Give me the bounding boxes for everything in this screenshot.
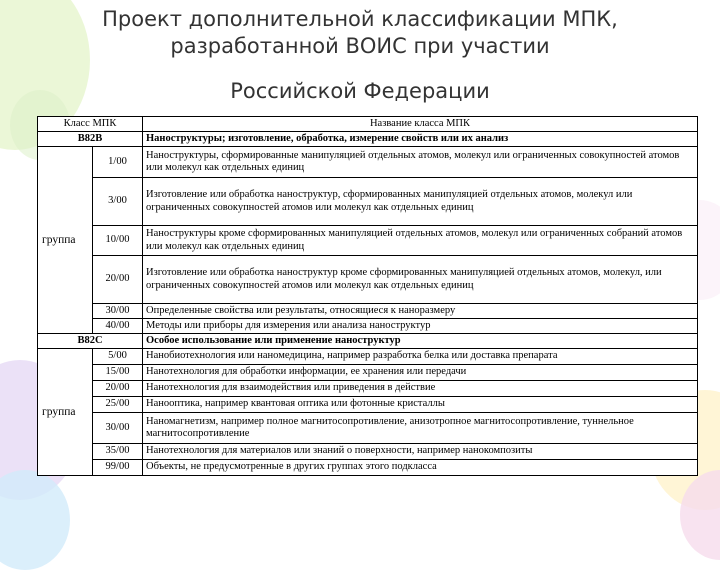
class-title-b82b: Наноструктуры; изготовление, обработка, измерение свойств или их анализ <box>143 132 698 147</box>
group-code: 25/00 <box>93 397 143 413</box>
group-description: Методы или приборы для измерения или анализа наноструктур <box>143 319 698 334</box>
section-row-b82c <box>38 334 698 349</box>
table-row <box>38 226 698 256</box>
group-label-b82b: группа <box>38 147 93 334</box>
table-row <box>38 147 698 178</box>
group-label-b82c: группа <box>38 349 93 476</box>
group-description: Объекты, не предусмотренные в других группах этого подкласса <box>143 460 698 476</box>
title-line-1: Проект дополнительной классификации МПК, <box>102 7 618 31</box>
group-description: Наномагнетизм, например полное магнитосопротивление, анизотропное магнитосопротивление, туннельное магнитосопротивление <box>143 413 698 444</box>
group-description: Нанотехнология для материалов или знаний о поверхности, например нанокомпозиты <box>143 444 698 460</box>
ipc-classification-table <box>37 116 698 476</box>
group-description: Наноструктуры, сформированные манипуляцией отдельных атомов, молекул или ограниченных совокупностей атомов или молекул как отдельных единиц <box>143 147 698 178</box>
title-line-2: разработанной ВОИС при участии <box>170 34 550 58</box>
table-row <box>38 365 698 381</box>
header-class: Класс МПК <box>38 117 143 132</box>
group-code: 10/00 <box>93 226 143 256</box>
group-code: 35/00 <box>93 444 143 460</box>
group-description: Нанобиотехнология или наномедицина, например разработка белка или доставка препарата <box>143 349 698 365</box>
group-description: Определенные свойства или результаты, относящиеся к наноразмеру <box>143 304 698 319</box>
group-code: 30/00 <box>93 413 143 444</box>
group-code: 30/00 <box>93 304 143 319</box>
group-description: Нанотехнология для взаимодействия или приведения в действие <box>143 381 698 397</box>
class-code-b82c: B82C <box>38 334 143 349</box>
group-code: 15/00 <box>93 365 143 381</box>
table-row <box>38 304 698 319</box>
table-row <box>38 178 698 226</box>
table-row <box>38 319 698 334</box>
table-row <box>38 381 698 397</box>
group-code: 1/00 <box>93 147 143 178</box>
table-row <box>38 397 698 413</box>
header-name: Название класса МПК <box>143 117 698 132</box>
class-title-b82c: Особое использование или применение наноструктур <box>143 334 698 349</box>
group-code: 40/00 <box>93 319 143 334</box>
section-row-b82b <box>38 132 698 147</box>
group-description: Наноструктуры кроме сформированных манипуляцией отдельных атомов, молекул или ограниченных собраний атомов или молекул как отдельных единиц <box>143 226 698 256</box>
title-line-3: Российской Федерации <box>230 79 490 103</box>
group-code: 20/00 <box>93 256 143 304</box>
group-description: Нанотехнология для обработки информации, ее хранения или передачи <box>143 365 698 381</box>
table-row <box>38 460 698 476</box>
decor-bubble <box>0 470 70 570</box>
class-code-b82b: B82B <box>38 132 143 147</box>
group-code: 3/00 <box>93 178 143 226</box>
table-row <box>38 256 698 304</box>
table-row <box>38 413 698 444</box>
group-code: 20/00 <box>93 381 143 397</box>
table-row <box>38 444 698 460</box>
group-description: Изготовление или обработка наноструктур, сформированных манипуляцией отдельных атомов, молекул или ограниченных совокупностей атомов или молекул как отдельных единиц <box>143 178 698 226</box>
group-code: 5/00 <box>93 349 143 365</box>
group-code: 99/00 <box>93 460 143 476</box>
table-row <box>38 349 698 365</box>
slide-title <box>40 6 680 105</box>
table-header-row <box>38 117 698 132</box>
group-description: Изготовление или обработка наноструктур кроме сформированных манипуляцией отдельных атомов, молекул, или ограниченных совокупностей атомов или молекул как отдельных единиц <box>143 256 698 304</box>
group-description: Нанооптика, например квантовая оптика или фотонные кристаллы <box>143 397 698 413</box>
